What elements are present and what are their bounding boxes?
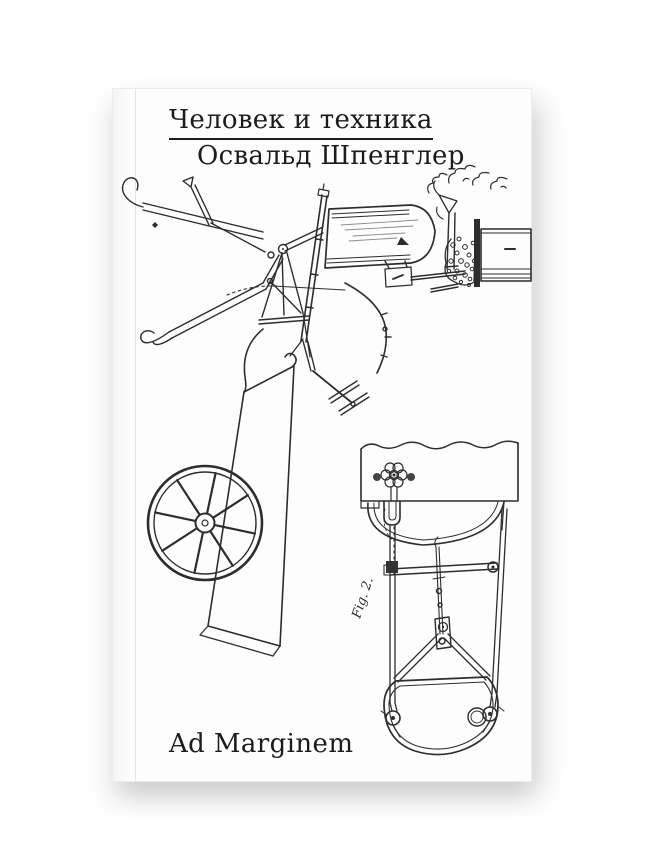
firebox <box>474 219 531 287</box>
coal-pile <box>445 237 476 287</box>
coulter-blade <box>200 339 303 656</box>
spoked-wheel <box>148 466 262 580</box>
book-title: Человек и техника <box>169 105 433 140</box>
figure-label: Fig. 2. <box>349 575 377 621</box>
book-author: Освальд Шпенглер <box>197 141 465 171</box>
publisher-name: Ad Marginem <box>169 729 354 759</box>
valve-wheel <box>373 463 415 487</box>
boiler <box>325 205 465 292</box>
patent-drawing-illustration <box>113 89 533 783</box>
smoke-puffs <box>428 165 507 193</box>
book-cover <box>112 88 532 782</box>
steering-lever <box>301 184 369 415</box>
figure-two-apparatus <box>361 441 518 754</box>
